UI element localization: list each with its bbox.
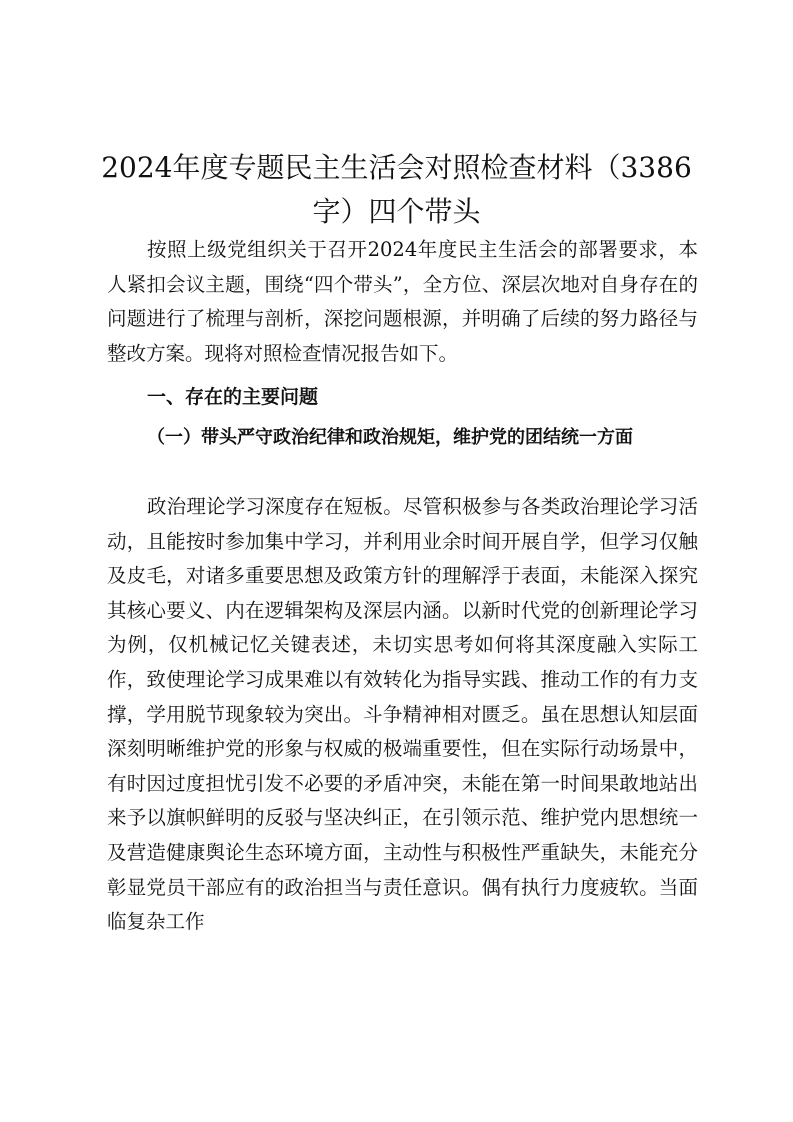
intro-paragraph: 按照上级党组织关于召开2024年度民主生活会的部署要求，本人紧扣会议主题，围绕“四个带头”，全方位、深层次地对自身存在的问题进行了梳理与剖析，深挖问题根源，并明确了后续的努力路径与整改方案。现将对照检查情况报告如下。 [107, 238, 698, 365]
subsection-heading-political-discipline: （一）带头严守政治纪律和政治规矩，维护党的团结统一方面 [147, 427, 633, 448]
body-paragraph: 政治理论学习深度存在短板。尽管积极参与各类政治理论学习活动，且能按时参加集中学习，并利用业余时间开展自学，但学习仅触及皮毛，对诸多重要思想及政策方针的理解浮于表面，未能深入探究其核心要义、内在逻辑架构及深层内涵。以新时代党的创新理论学习为例，仅机械记忆关键表述，未切实思考如何将其深度融入实际工作，致使理论学习成果难以有效转化为指导实践、推动工作的有力支撑，学用脱节现象较为突出。斗争精神相对匮乏。虽在思想认知层面深刻明晰维护党的形象与权威的极端重要性，但在实际行动场景中，有时因过度担忧引发不必要的矛盾冲突，未能在第一时间果敢地站出来予以旗帜鲜明的反驳与坚决纠正，在引领示范、维护党内思想统一及营造健康舆论生态环境方面，主动性与积极性严重缺失，未能充分彰显党员干部应有的政治担当与责任意识。偶有执行力度疲软。当面临复杂工作 [107, 495, 698, 934]
document-title: 2024年度专题民主生活会对照检查材料（3386字）四个带头 [101, 151, 692, 228]
section-heading-main-problems: 一、存在的主要问题 [147, 386, 319, 408]
